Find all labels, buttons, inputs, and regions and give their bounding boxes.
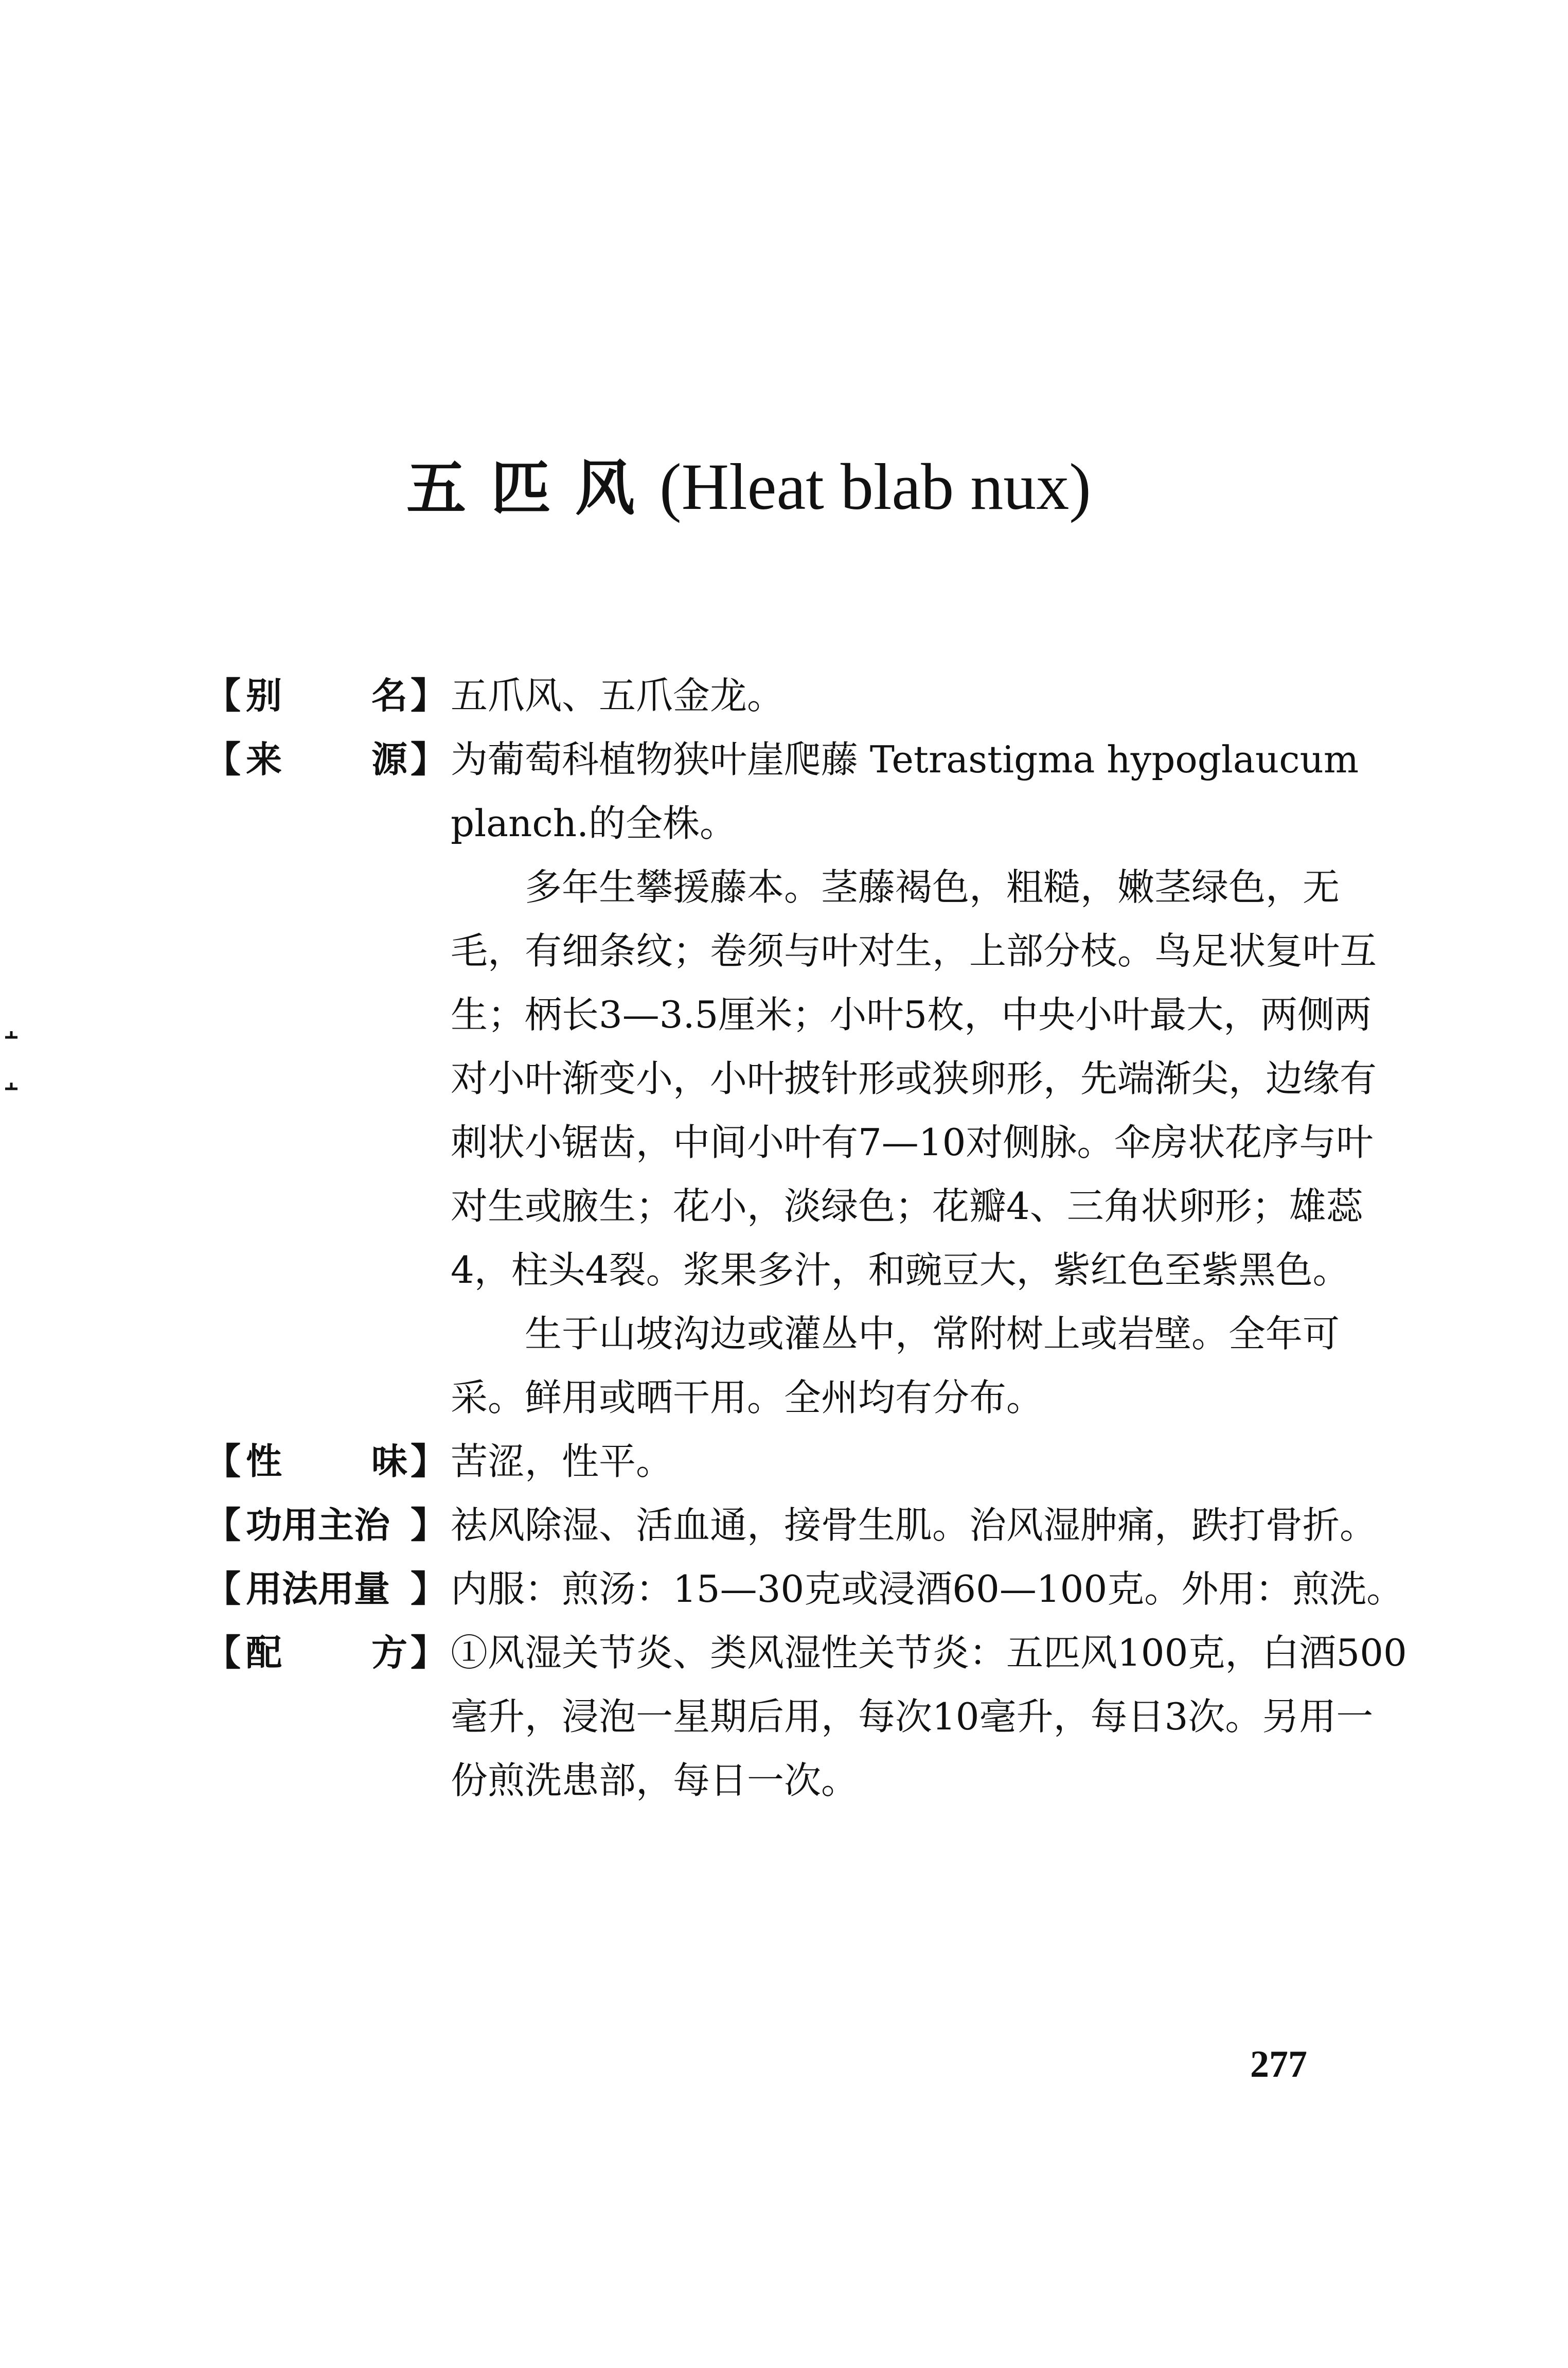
label-char: 来 <box>246 738 282 781</box>
entry-text: 多年生攀援藤本。茎藤褐色，粗糙，嫩茎绿色，无毛，有细条纹；卷须与叶对生，上部分枝。鸟足状复叶互生；柄长3—3.5厘米；小叶5枚，中央小叶最大，两侧两对小叶渐变小，小叶披针形或狭卵形，先端渐尖，边缘有刺状小锯齿，中间小叶有7—10对侧脉。伞房状花序与叶对生或腋生；花小，淡绿色；花瓣4、三角状卵形；雄蕊4，柱头4裂。浆果多汁，和豌豆大，紫红色至紫黑色。 <box>451 865 1377 1292</box>
title-latin: (Hleat blab nux) <box>660 450 1091 523</box>
margin-tick-mark <box>4 1081 19 1091</box>
label-char: 性 <box>246 1440 282 1482</box>
entry-content <box>451 1493 1409 1557</box>
entry-content <box>451 664 1409 728</box>
entry-text: 内服：煎汤：15—30克或浸酒60—100克。外用：煎洗。 <box>451 1567 1404 1611</box>
entry-text: 为葡萄科植物狭叶崖爬藤 Tetrastigma hypoglaucum planch.的全株。 <box>451 738 1359 845</box>
entry-label: 【 用法用量 】 <box>205 1557 447 1621</box>
entry-content <box>451 1621 1409 1812</box>
entry-label: 【 配 方 】 <box>205 1621 447 1685</box>
label-char: 别 <box>246 675 282 717</box>
title-chinese: 五匹风 <box>406 454 660 523</box>
entry-label: 【 性 味 】 <box>205 1429 447 1493</box>
label-text: 功用主治 <box>246 1504 390 1546</box>
entry-source <box>205 728 1409 1429</box>
entry-label: 【 功用主治 】 <box>205 1493 447 1557</box>
label-char: 配 <box>246 1632 282 1674</box>
label-char: 名 <box>371 675 407 717</box>
margin-tick-mark <box>4 1029 19 1039</box>
label-text: 用法用量 <box>246 1568 390 1610</box>
entry-function <box>205 1493 1409 1557</box>
label-char: 味 <box>371 1440 407 1482</box>
entry-text: ①风湿关节炎、类风湿性关节炎：五匹风100克，白酒500毫升，浸泡一星期后用，每次10毫升，每日3次。另用一份煎洗患部，每日一次。 <box>451 1631 1407 1802</box>
page-title <box>406 448 1091 527</box>
page-number: 277 <box>1250 2043 1307 2086</box>
label-char: 源 <box>371 738 407 781</box>
entry-text: 祛风除湿、活血通，接骨生肌。治风湿肿痛，跌打骨折。 <box>451 1504 1377 1547</box>
entry-taste <box>205 1429 1409 1493</box>
entry-label: 【 来 源 】 <box>205 728 447 791</box>
entry-text: 苦涩，性平。 <box>451 1440 673 1483</box>
entry-label: 【 别 名 】 <box>205 664 447 728</box>
entry-text: 生于山坡沟边或灌丛中，常附树上或岩壁。全年可采。鲜用或晒干用。全州均有分布。 <box>451 1312 1340 1419</box>
entry-usage <box>205 1557 1409 1621</box>
entry-content <box>451 728 1409 1429</box>
entry-alias <box>205 664 1409 728</box>
entry-content <box>451 1557 1409 1621</box>
entry-content <box>451 1429 1409 1493</box>
label-char: 方 <box>371 1632 407 1674</box>
entry-text: 五爪风、五爪金龙。 <box>451 674 785 717</box>
entry-list <box>205 664 1409 1812</box>
entry-prescription <box>205 1621 1409 1812</box>
